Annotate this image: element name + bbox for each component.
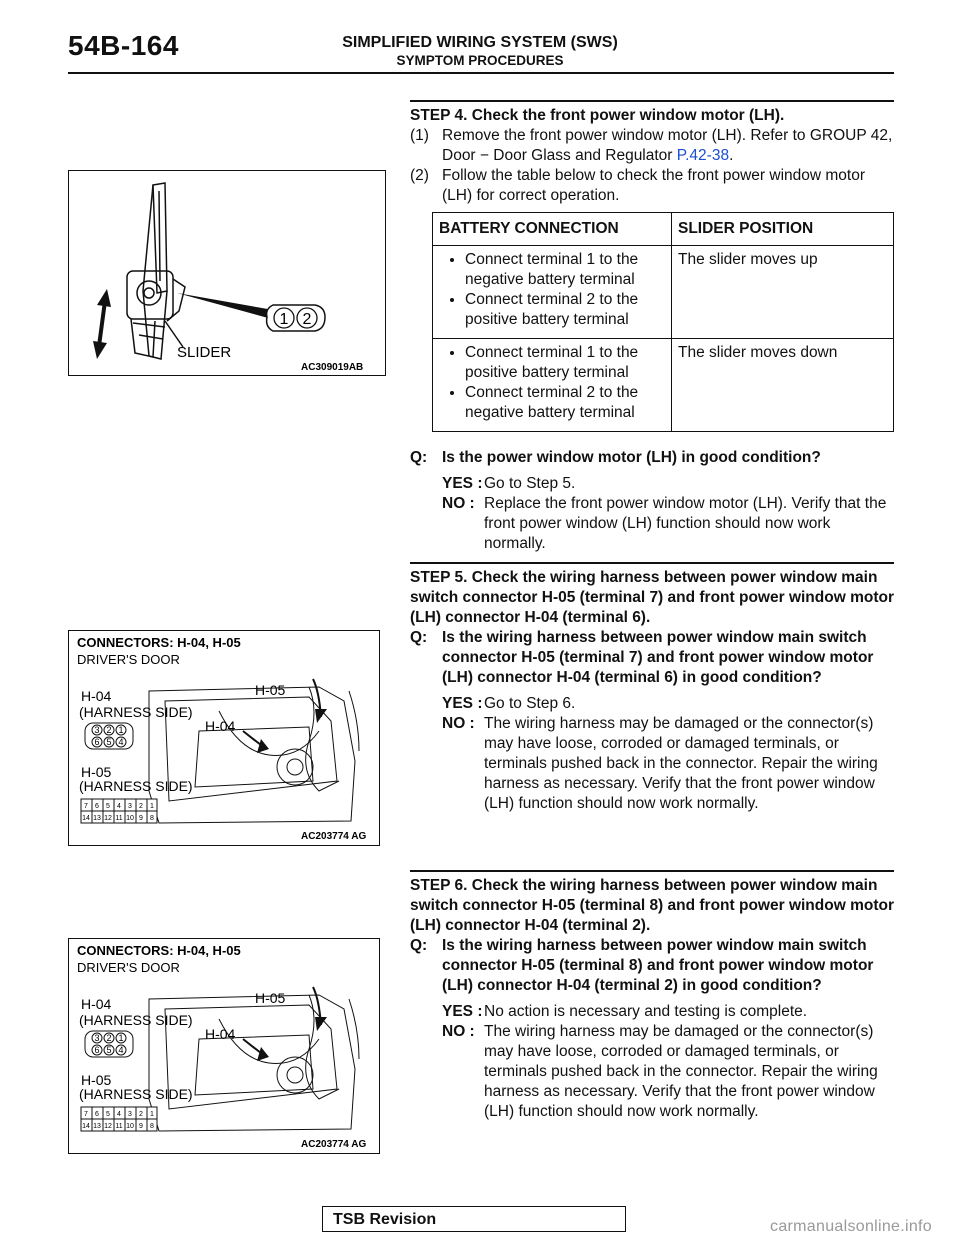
h04-harness-side: (HARNESS SIDE) <box>79 704 193 720</box>
double-arrow-icon <box>93 289 111 359</box>
h04-harness-side: (HARNESS SIDE) <box>79 1012 193 1028</box>
pin: 14 <box>82 1123 90 1130</box>
figure-subtitle: DRIVER'S DOOR <box>77 652 180 667</box>
door-connectors-illustration <box>69 631 379 845</box>
no-answer <box>410 714 894 814</box>
yes-answer <box>410 694 894 714</box>
question-text: Is the wiring harness between power window main switch connector H-05 (terminal 7) and front power window motor (LH) connector H-04 (terminal 6) in good condition? <box>442 629 874 686</box>
battery-table <box>432 212 894 432</box>
pin: 3 <box>128 803 132 810</box>
pin: 2 <box>139 803 143 810</box>
pin: 8 <box>150 815 154 822</box>
question-prefix: Q: <box>410 629 428 646</box>
yes-answer <box>410 1002 894 1022</box>
pin: 7 <box>84 1111 88 1118</box>
pin: 6 <box>95 803 99 810</box>
header-rule <box>68 72 894 74</box>
h05-connector <box>81 799 157 823</box>
pin: 10 <box>126 815 134 822</box>
connectors-figure-2 <box>68 938 380 1154</box>
question-text: Is the wiring harness between power window main switch connector H-05 (terminal 8) and front power window motor (LH) connector H-04 (terminal 2) in good condition? <box>442 937 874 994</box>
step-4 <box>410 100 894 554</box>
table-cell: The slider moves up <box>672 246 894 339</box>
step-6-question <box>410 936 894 996</box>
h05-harness-side: (HARNESS SIDE) <box>79 1086 193 1102</box>
h05-callout: H-05 <box>255 990 286 1006</box>
table-row <box>433 246 894 339</box>
yes-text: No action is necessary and testing is complete. <box>484 1003 808 1020</box>
tsb-revision-box: TSB Revision <box>322 1206 626 1232</box>
item-number: (1) <box>410 127 429 144</box>
pin: 1 <box>118 1033 124 1043</box>
step-5 <box>410 562 894 814</box>
pin: 2 <box>139 1111 143 1118</box>
watermark: carmanualsonline.info <box>770 1218 932 1235</box>
h04-connector <box>85 1031 133 1057</box>
item-text: Remove the front power window motor (LH). Refer to GROUP 42, Door − Door Glass and Regulator <box>442 127 893 164</box>
pin: 9 <box>139 815 143 822</box>
section-title: SIMPLIFIED WIRING SYSTEM (SWS) <box>342 34 618 51</box>
pin: 12 <box>104 815 112 822</box>
pin: 1 <box>118 725 124 735</box>
item-number: (2) <box>410 167 429 184</box>
figure-title: CONNECTORS: H-04, H-05 <box>77 635 241 650</box>
step-4-question <box>410 448 894 468</box>
table-cell: The slider moves down <box>672 339 894 432</box>
table-cell <box>433 246 672 339</box>
pin: 4 <box>118 1045 124 1055</box>
table-header: BATTERY CONNECTION <box>433 213 672 246</box>
h04-label: H-04 <box>81 688 112 704</box>
pin: 10 <box>126 1123 134 1130</box>
reference-link[interactable]: P.42-38 <box>676 147 730 164</box>
list-item: • Connect terminal 1 to the negative battery terminal <box>465 250 665 290</box>
step-5-question <box>410 628 894 688</box>
h05-label: H-05 <box>81 1072 112 1088</box>
connector-icon <box>267 305 325 331</box>
list-item: • Connect terminal 1 to the positive battery terminal <box>465 343 665 383</box>
h05-callout: H-05 <box>255 682 286 698</box>
no-label: NO : <box>442 495 475 512</box>
pin: 9 <box>139 1123 143 1130</box>
step-4-title: STEP 4. Check the front power window motor (LH). <box>410 107 785 124</box>
yes-label: YES : <box>442 475 483 492</box>
pin: 6 <box>94 737 100 747</box>
pin: 3 <box>94 1033 100 1043</box>
step-5-title: STEP 5. Check the wiring harness between power window main switch connector H-05 (terminal 7) and front power window motor (LH) connector H-04 (terminal 6). <box>410 569 894 626</box>
pin: 6 <box>95 1111 99 1118</box>
h04-connector <box>85 723 133 749</box>
h05-connector <box>81 1107 157 1131</box>
motor-figure <box>68 170 386 376</box>
pin: 1 <box>150 1111 154 1118</box>
pin: 3 <box>94 725 100 735</box>
pin: 4 <box>117 803 121 810</box>
pin: 2 <box>106 725 112 735</box>
h04-label: H-04 <box>81 996 112 1012</box>
step-4-item-1 <box>410 126 894 166</box>
page-number: 54B-164 <box>68 30 179 61</box>
item-text: Follow the table below to check the front power window motor (LH) for correct operation. <box>442 167 866 204</box>
pin: 5 <box>106 1111 110 1118</box>
door-connectors-illustration <box>69 939 379 1153</box>
yes-label: YES : <box>442 1003 483 1020</box>
pin: 14 <box>82 815 90 822</box>
h04-callout: H-04 <box>205 1026 236 1042</box>
question-text: Is the power window motor (LH) in good condition? <box>442 449 821 466</box>
pin: 13 <box>93 815 101 822</box>
no-answer <box>410 1022 894 1122</box>
list-item: • Connect terminal 2 to the positive battery terminal <box>465 290 665 330</box>
pin: 2 <box>106 1033 112 1043</box>
no-text: The wiring harness may be damaged or the connector(s) may have loose, corroded or damaged terminals, or terminals pushed back in the connector. Repair the wiring harness as necessary. Verify that the front power window (LH) function should now work normally. <box>484 715 878 812</box>
pin: 11 <box>115 815 123 822</box>
pin: 5 <box>106 803 110 810</box>
h05-label: H-05 <box>81 764 112 780</box>
step-6-title: STEP 6. Check the wiring harness between power window main switch connector H-05 (terminal 8) and front power window motor (LH) connector H-04 (terminal 2). <box>410 877 894 934</box>
pin-2-label: 2 <box>302 311 312 328</box>
figure-subtitle: DRIVER'S DOOR <box>77 960 180 975</box>
connectors-figure-1 <box>68 630 380 846</box>
no-label: NO : <box>442 1023 475 1040</box>
pin: 8 <box>150 1123 154 1130</box>
pin: 6 <box>94 1045 100 1055</box>
figure-code: AC309019AB <box>301 362 364 373</box>
yes-text: Go to Step 6. <box>484 695 576 712</box>
item-tail: . <box>729 147 734 164</box>
question-prefix: Q: <box>410 449 428 466</box>
pin: 11 <box>115 1123 123 1130</box>
no-text: Replace the front power window motor (LH). Verify that the front power window (LH) function should now work normally. <box>484 495 887 552</box>
no-answer <box>410 494 894 554</box>
pin: 5 <box>106 737 112 747</box>
pin: 1 <box>150 803 154 810</box>
pin: 4 <box>118 737 124 747</box>
yes-label: YES : <box>442 695 483 712</box>
h05-harness-side: (HARNESS SIDE) <box>79 778 193 794</box>
table-row <box>433 339 894 432</box>
table-header-row <box>433 213 894 246</box>
section-subtitle: SYMPTOM PROCEDURES <box>396 53 564 68</box>
slider-label: SLIDER <box>177 344 232 361</box>
figure-title: CONNECTORS: H-04, H-05 <box>77 943 241 958</box>
pin: 7 <box>84 803 88 810</box>
no-text: The wiring harness may be damaged or the connector(s) may have loose, corroded or damaged terminals, or terminals pushed back in the connector. Repair the wiring harness as necessary. Verify that the front power window (LH) function should now work normally. <box>484 1023 878 1120</box>
h04-callout: H-04 <box>205 718 236 734</box>
pin: 12 <box>104 1123 112 1130</box>
question-prefix: Q: <box>410 937 428 954</box>
pin: 3 <box>128 1111 132 1118</box>
no-label: NO : <box>442 715 475 732</box>
motor-illustration <box>69 171 385 375</box>
pin-1-label: 1 <box>279 311 289 328</box>
pin: 4 <box>117 1111 121 1118</box>
figure-code: AC203774 AG <box>301 1139 367 1150</box>
yes-text: Go to Step 5. <box>484 475 576 492</box>
table-header: SLIDER POSITION <box>672 213 894 246</box>
figure-code: AC203774 AG <box>301 831 367 842</box>
pin: 5 <box>106 1045 112 1055</box>
step-4-item-2 <box>410 166 894 206</box>
yes-answer <box>410 474 894 494</box>
pin: 13 <box>93 1123 101 1130</box>
table-cell <box>433 339 672 432</box>
list-item: • Connect terminal 2 to the negative battery terminal <box>465 383 665 423</box>
step-6 <box>410 870 894 1122</box>
